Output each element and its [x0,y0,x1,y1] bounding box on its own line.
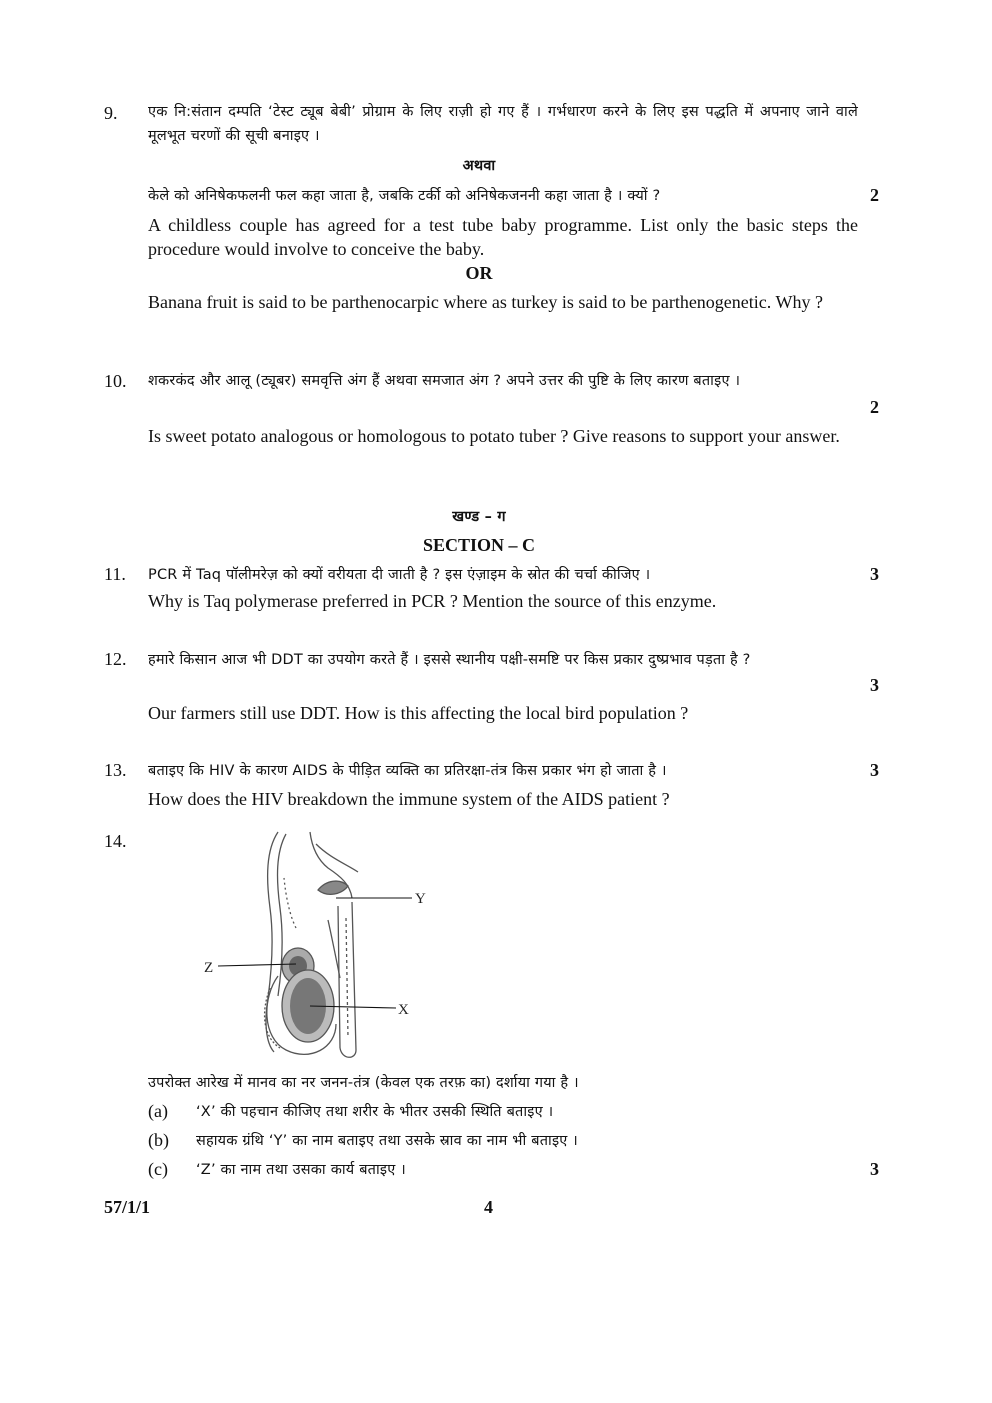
q10-number: 10. [104,371,127,391]
label-y: Y [415,891,426,907]
q14-number: 14. [104,831,127,851]
q14-marks: 3 [870,1159,879,1179]
q11-marks: 3 [870,564,879,584]
q11-number: 11. [104,564,126,584]
q9-number: 9. [104,103,118,123]
q11-hindi-question: PCR में Taq पॉलीमरेज़ को क्यों वरीयता दी जाती है ? इस एंज़ाइम के स्रोत की चर्चा कीजिए । [148,567,651,583]
footer-page-number: 4 [484,1197,493,1217]
q14-part-c-label: (c) [148,1159,168,1179]
q13-hindi-question: बताइए कि HIV के कारण AIDS के पीड़ित व्यक्ति का प्रतिरक्षा-तंत्र किस प्रकार भंग हो जाता है । [148,763,667,779]
q13-number: 13. [104,760,127,780]
q10-hindi-question: शकरकंद और आलू (ट्यूबर) समवृत्ति अंग हैं अथवा समजात अंग ? अपने उत्तर की पुष्टि के लिए कारण बताइए । [148,373,741,389]
q12-marks: 3 [870,675,879,695]
footer-paper-code: 57/1/1 [104,1197,151,1217]
section-heading-hindi: खण्ड – ग [452,509,506,525]
label-z: Z [204,960,214,976]
q14-part-c-text: ‘Z’ का नाम तथा उसका कार्य बताइए । [196,1162,406,1178]
label-x: X [398,1002,409,1018]
q9-marks: 2 [870,185,879,205]
q11-english-question: Why is Taq polymerase preferred in PCR ? Mention the source of this enzyme. [148,591,717,611]
q9-hindi-alternative: केले को अनिषेकफलनी फल कहा जाता है, जबकि टर्की को अनिषेकजननी कहा जाता है । क्यों ? [148,188,661,204]
q9-or: OR [465,263,493,283]
q9-english-alternative: Banana fruit is said to be parthenocarpic where as turkey is said to be parthenogenetic. Why ? [148,292,823,312]
q14-part-a-text: ‘X’ की पहचान कीजिए तथा शरीर के भीतर उसकी स्थिति बताइए । [196,1104,554,1120]
q13-marks: 3 [870,760,879,780]
q14-part-b-text: सहायक ग्रंथि ‘Y’ का नाम बताइए तथा उसके स्राव का नाम भी बताइए । [196,1133,578,1149]
q12-english-question: Our farmers still use DDT. How is this affecting the local bird population ? [148,703,689,723]
q9-english-question: A childless couple has agreed for a test tube baby programme. List only the basic steps the procedure would involve to conceive the baby. [148,215,858,259]
q13-english-question: How does the HIV breakdown the immune system of the AIDS patient ? [148,789,670,809]
q14-part-a-label: (a) [148,1101,168,1121]
section-heading-english: SECTION – C [422,535,536,555]
q9-athva: अथवा [462,158,496,174]
q14-part-b-label: (b) [148,1130,169,1150]
q10-marks: 2 [870,397,879,417]
q9-hindi-question: एक नि:संतान दम्पति ‘टेस्ट ट्यूब बेबी’ प्रोग्राम के लिए राज़ी हो गए हैं । गर्भधारण करने के लिए इस पद्धति में अपनाए जाने वाले मूलभूत चरणों की सूची बनाइए । [148,104,858,144]
q10-english-question: Is sweet potato analogous or homologous to potato tuber ? Give reasons to support your answer. [148,426,840,446]
q12-number: 12. [104,649,127,669]
q12-hindi-question: हमारे किसान आज भी DDT का उपयोग करते हैं । इससे स्थानीय पक्षी-समष्टि पर किस प्रकार दुष्प्रभाव पड़ता है ? [148,652,751,668]
q14-intro: उपरोक्त आरेख में मानव का नर जनन-तंत्र (केवल एक तरफ़ का) दर्शाया गया है । [148,1075,579,1091]
male-reproductive-system-diagram [200,828,430,1068]
